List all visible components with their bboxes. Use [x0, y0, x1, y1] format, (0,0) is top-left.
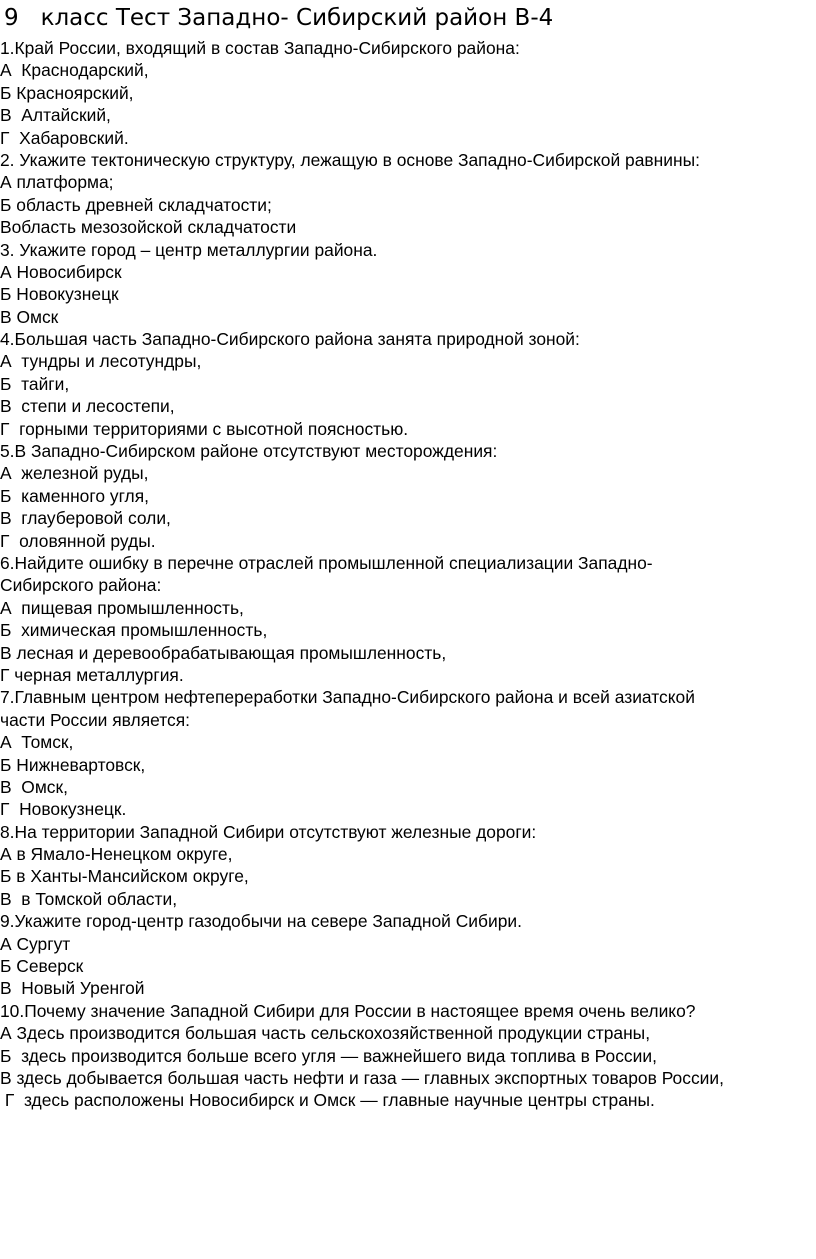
- text-line: В глауберовой соли,: [0, 508, 171, 529]
- text-line: Сибирского района:: [0, 575, 162, 596]
- text-line: В степи и лесостепи,: [0, 396, 175, 417]
- text-line: Б химическая промышленность,: [0, 620, 268, 641]
- text-line: Г оловянной руды.: [0, 530, 156, 551]
- text-line: Б тайги,: [0, 373, 70, 394]
- text-line: 6.Найдите ошибку в перечне отраслей промышленной специализации Западно-: [0, 552, 653, 573]
- text-line: Б Северск: [0, 956, 84, 977]
- text-line: В Омск,: [0, 776, 68, 797]
- text-line: Г Хабаровский.: [0, 127, 129, 148]
- text-line: Г Новокузнецк.: [0, 799, 127, 820]
- text-line: А железной руды,: [0, 463, 149, 484]
- text-line: части России является:: [0, 709, 190, 730]
- text-line: А Краснодарский,: [0, 60, 149, 81]
- text-line: А Сургут: [0, 933, 71, 954]
- text-line: Г черная металлургия.: [0, 664, 184, 685]
- text-line: В Омск: [0, 306, 59, 327]
- document-title: 9 класс Тест Западно- Сибирский район В-4: [4, 5, 554, 31]
- text-line: 3. Укажите город – центр металлургии района.: [0, 239, 378, 260]
- text-line: Б каменного угля,: [0, 485, 149, 506]
- text-line: Вобласть мезозойской складчатости: [0, 217, 297, 238]
- text-line: А в Ямало-Ненецком округе,: [0, 844, 233, 865]
- text-line: 2. Укажите тектоническую структуру, лежащую в основе Западно-Сибирской равнины:: [0, 149, 700, 170]
- text-line: А платформа;: [0, 172, 114, 193]
- text-line: 4.Большая часть Западно-Сибирского района занята природной зоной:: [0, 329, 580, 350]
- text-line: 10.Почему значение Западной Сибири для России в настоящее время очень велико?: [0, 1000, 696, 1021]
- text-line: А пищевая промышленность,: [0, 597, 244, 618]
- text-line: В Новый Уренгой: [0, 978, 145, 999]
- text-line: 9.Укажите город-центр газодобычи на севере Западной Сибири.: [0, 911, 522, 932]
- text-line: А Новосибирск: [0, 261, 122, 282]
- text-line: А тундры и лесотундры,: [0, 351, 202, 372]
- text-line: В Алтайский,: [0, 105, 111, 126]
- text-line: 8.На территории Западной Сибири отсутствуют железные дороги:: [0, 821, 537, 842]
- text-line: 1.Край России, входящий в состав Западно-Сибирского района:: [0, 38, 520, 58]
- text-line: А Томск,: [0, 732, 74, 753]
- text-line: Г здесь расположены Новосибирск и Омск — главные научные центры страны.: [0, 1090, 655, 1111]
- text-line: Б Новокузнецк: [0, 284, 119, 305]
- text-line: Б область древней складчатости;: [0, 194, 272, 215]
- question-lines: [0, 37, 816, 1112]
- text-line: Г горными территориями с высотной поясностью.: [0, 418, 409, 439]
- text-line: Б в Ханты-Мансийском округе,: [0, 866, 249, 887]
- text-line: А Здесь производится большая часть сельскохозяйственной продукции страны,: [0, 1023, 651, 1044]
- text-line: В здесь добывается большая часть нефти и газа — главных экспортных товаров России,: [0, 1067, 724, 1088]
- text-line: 7.Главным центром нефтепереработки Западно-Сибирского района и всей азиатской: [0, 687, 695, 708]
- text-line: 5.В Западно-Сибирском районе отсутствуют месторождения:: [0, 441, 498, 462]
- text-line: Б Красноярский,: [0, 82, 134, 103]
- text-line: Б Нижневартовск,: [0, 754, 146, 775]
- text-line: Б здесь производится больше всего угля — важнейшего вида топлива в России,: [0, 1045, 657, 1066]
- text-line: В в Томской области,: [0, 888, 178, 909]
- text-line: В лесная и деревообрабатывающая промышленность,: [0, 642, 447, 663]
